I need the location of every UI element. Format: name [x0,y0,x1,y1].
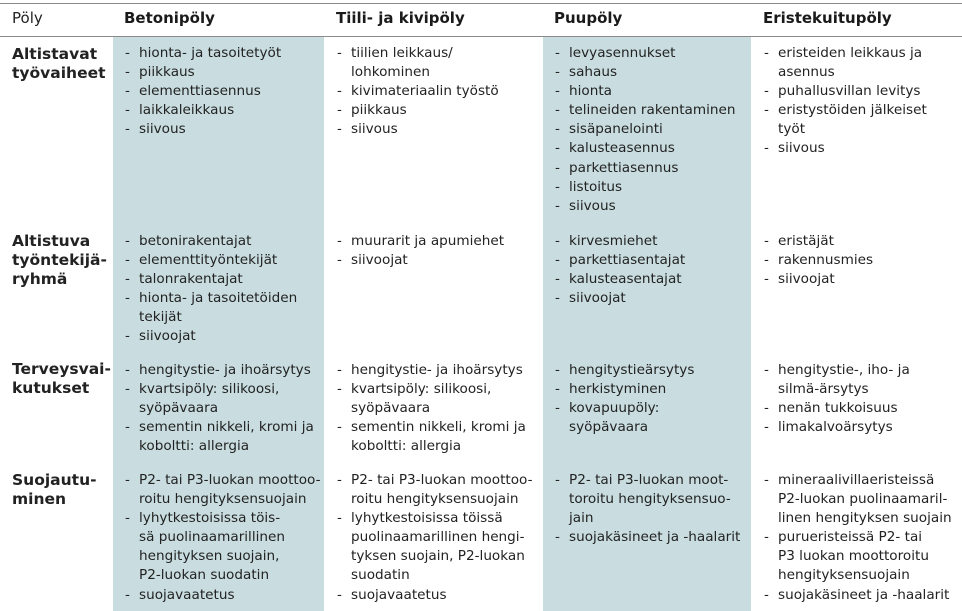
list-item-text: nenän tukkoisuus [778,400,898,417]
row-label: Altistuva työntekijä- ryhmä [12,232,107,288]
list-item-text: elementtityöntekijät [139,252,278,269]
list-item-text: P2- tai P3-luokan moot- toroitu hengityksensuo- jain [569,472,731,527]
header-poly: Pöly [12,9,43,27]
list-item [337,361,541,380]
list-item [764,251,960,270]
bullet-dash: - [125,290,130,307]
list-item-text: siivoojat [139,328,196,345]
list-item [125,63,321,82]
list-item-text: hengitystieärsytys [569,362,695,378]
bullet-dash: - [337,381,342,398]
list-item-text: puhallusvillan levitys [778,83,921,100]
list-item-text: hionta [569,83,612,100]
bullet-dash: - [555,290,560,307]
list-item-text: sementin nikkeli, kromi ja koboltti: allergia [351,419,526,455]
list-item [125,44,321,63]
list-item [125,471,321,509]
bullet-dash: - [555,529,560,546]
bullet-dash: - [764,362,769,378]
list-item-text: herkistyminen [569,381,667,398]
table-cell [337,471,541,605]
bullet-dash: - [555,252,560,269]
list-item [337,418,541,456]
bullet-dash: - [337,362,342,378]
list-item [555,232,743,251]
list-item-text: siivoojat [351,252,408,269]
table-cell [555,232,743,308]
table-cell [337,44,541,139]
list-item [125,327,321,346]
list-item-text: rakennusmies [778,252,874,269]
table-cell [764,232,960,289]
list-item-text: telineiden rakentaminen [569,102,736,119]
table-cell [555,471,743,547]
list-item-text: hengitystie- ja ihoärsytys [351,362,523,378]
bullet-dash: - [764,419,769,436]
header-tiili-ja-kivipoly: Tiili- ja kivipöly [336,9,465,27]
bullet-dash: - [337,586,342,603]
bullet-dash: - [764,252,769,269]
list-item [764,528,960,585]
list-item-text: eristeiden leikkaus ja asennus [778,45,923,81]
list-item-text: tiilien leikkaus/ lohkominen [351,45,453,81]
list-item-text: kivimateriaalin työstö [351,83,499,100]
bullet-dash: - [764,83,769,100]
list-item-text: suojakäsineet ja -haalarit [569,529,741,546]
list-item [555,63,743,82]
list-item-text: laikkaleikkaus [139,102,235,119]
bullet-dash: - [125,102,130,119]
list-item-text: hionta- ja tasoitetyöt [139,45,282,61]
list-item-text: parkettiasennus [569,159,679,176]
list-item-text: siivoojat [569,290,626,307]
list-item-text: sisäpanelointi [569,121,663,138]
list-item-text: P2- tai P3-luokan moottoo- roitu hengityksensuojain [139,472,321,508]
bullet-dash: - [125,121,130,138]
table-cell [125,361,321,456]
list-item [764,418,960,437]
bullet-dash: - [125,510,130,527]
bullet-dash: - [764,529,769,546]
bullet-dash: - [337,510,342,527]
list-item-text: hengitystie- ja ihoärsytys [139,362,311,378]
list-item [125,232,321,251]
list-item [337,44,541,82]
bullet-dash: - [337,45,342,61]
list-item [764,399,960,418]
list-item [337,471,541,509]
list-item-text: sementin nikkeli, kromi ja koboltti: allergia [139,419,314,455]
list-item [125,289,321,327]
table-cell [125,232,321,347]
bullet-dash: - [555,159,560,176]
list-item [555,197,743,216]
table-cell [555,44,743,216]
bullet-dash: - [337,233,342,249]
list-item-text: mineraalivillaeristeissä P2-luokan puolinaamaril- linen hengityksen suojain [778,472,952,527]
list-item [764,361,960,399]
list-item-text: siivous [569,197,616,214]
bullet-dash: - [555,233,560,249]
list-item [555,82,743,101]
bullet-dash: - [337,419,342,436]
list-item [125,418,321,456]
bullet-dash: - [125,271,130,288]
bullet-dash: - [555,102,560,119]
list-item [555,380,743,399]
bullet-dash: - [125,381,130,398]
bullet-dash: - [555,362,560,378]
list-item [125,586,321,605]
bullet-dash: - [764,233,769,249]
header-separator-rule [0,36,962,37]
list-item [555,120,743,139]
bullet-dash: - [764,472,769,488]
bullet-dash: - [125,472,130,488]
bullet-dash: - [555,64,560,81]
list-item [555,44,743,63]
list-item-text: P2- tai P3-luokan moottoo- roitu hengityksensuojain [351,472,533,508]
list-item [337,509,541,585]
bullet-dash: - [764,400,769,417]
row-label: Suojautu- minen [12,471,97,508]
list-item [555,178,743,197]
row-label: Altistavat työvaiheet [12,45,106,82]
list-item-text: hengitystie-, iho- ja silmä-ärsytys [778,362,910,398]
list-item [764,586,960,605]
list-item-text: kalusteasennus [569,140,675,157]
list-item [337,82,541,101]
list-item [555,528,743,547]
list-item [555,471,743,528]
table-cell [337,232,541,270]
list-item-text: muurarit ja apumiehet [351,233,505,249]
bullet-dash: - [337,102,342,119]
list-item-text: listoitus [569,178,623,195]
list-item [125,361,321,380]
bullet-dash: - [125,419,130,436]
list-item-text: kvartsipöly: silikoosi, syöpävaara [139,381,280,417]
list-item [764,101,960,139]
list-item-text: suojakäsineet ja -haalarit [778,586,950,603]
bullet-dash: - [764,140,769,157]
bullet-dash: - [555,178,560,195]
bullet-dash: - [555,83,560,100]
list-item-text: lyhytkestoisissa töissä puolinaamarillinen hengi- tyksen suojain, P2-luokan suodatin [351,510,525,584]
list-item [125,120,321,139]
list-item-text: kirvesmiehet [569,233,658,249]
list-item-text: sahaus [569,64,618,81]
table-cell [125,471,321,605]
list-item [555,139,743,158]
list-item [764,82,960,101]
list-item-text: levyasennukset [569,45,676,61]
list-item-text: lyhytkestoisissa töis- sä puolinaamarillinen hengityksen suojain, P2-luokan suodatin [139,510,285,584]
header-eristekuitupoly: Eristekuitupöly [763,9,892,27]
list-item [337,251,541,270]
row-label: Terveysvai- kutukset [12,360,111,397]
list-item [337,586,541,605]
table-cell [125,44,321,139]
bullet-dash: - [125,83,130,100]
list-item [555,289,743,308]
list-item-text: purueristeissä P2- tai P3 luokan moottoroitu hengityksensuojain [778,529,929,584]
bullet-dash: - [555,45,560,61]
list-item-text: siivous [351,121,398,138]
list-item-text: piikkaus [139,64,195,81]
list-item [555,101,743,120]
list-item-text: elementtiasennus [139,83,261,100]
list-item [764,44,960,82]
table-cell [764,471,960,605]
bullet-dash: - [555,197,560,214]
list-item [337,120,541,139]
bullet-dash: - [125,233,130,249]
list-item [337,380,541,418]
bullet-dash: - [337,121,342,138]
list-item-text: betonirakentajat [139,233,252,249]
list-item [337,232,541,251]
table-cell [555,361,743,437]
list-item [125,251,321,270]
bullet-dash: - [764,271,769,288]
list-item [764,471,960,528]
list-item [125,509,321,585]
list-item-text: talonrakentajat [139,271,243,288]
table-cell [337,361,541,456]
list-item [337,101,541,120]
list-item [764,270,960,289]
list-item-text: kovapuupöly: syöpävaara [569,400,660,436]
list-item-text: siivoojat [778,271,835,288]
list-item-text: eristystöiden jälkeiset työt [778,102,927,138]
list-item [555,159,743,178]
list-item-text: eristäjät [778,233,834,249]
table-top-rule [0,3,962,4]
list-item [125,380,321,418]
list-item-text: siivous [778,140,825,157]
table-cell [764,361,960,437]
list-item [125,101,321,120]
list-item-text: limakalvoärsytys [778,419,893,436]
list-item [555,270,743,289]
bullet-dash: - [125,362,130,378]
bullet-dash: - [555,140,560,157]
list-item-text: suojavaatetus [351,586,447,603]
bullet-dash: - [337,472,342,488]
list-item-text: kalusteasentajat [569,271,682,288]
list-item-text: piikkaus [351,102,407,119]
list-item [764,232,960,251]
list-item-text: suojavaatetus [139,586,235,603]
bullet-dash: - [555,400,560,417]
bullet-dash: - [764,45,769,61]
bullet-dash: - [125,45,130,61]
bullet-dash: - [764,586,769,603]
bullet-dash: - [125,64,130,81]
bullet-dash: - [555,472,560,488]
list-item-text: parkettiasentajat [569,252,686,269]
header-betonipoly: Betonipöly [124,9,215,27]
bullet-dash: - [555,381,560,398]
header-puupoly: Puupöly [554,9,623,27]
list-item [555,399,743,437]
list-item-text: siivous [139,121,186,138]
bullet-dash: - [125,328,130,345]
bullet-dash: - [125,586,130,603]
list-item [125,82,321,101]
bullet-dash: - [337,83,342,100]
list-item [764,139,960,158]
bullet-dash: - [337,252,342,269]
list-item [125,270,321,289]
bullet-dash: - [555,271,560,288]
list-item [555,251,743,270]
table-cell [764,44,960,159]
bullet-dash: - [764,102,769,119]
list-item-text: kvartsipöly: silikoosi, syöpävaara [351,381,492,417]
list-item [555,361,743,380]
list-item-text: hionta- ja tasoitetöiden tekijät [139,290,298,326]
bullet-dash: - [125,252,130,269]
bullet-dash: - [555,121,560,138]
